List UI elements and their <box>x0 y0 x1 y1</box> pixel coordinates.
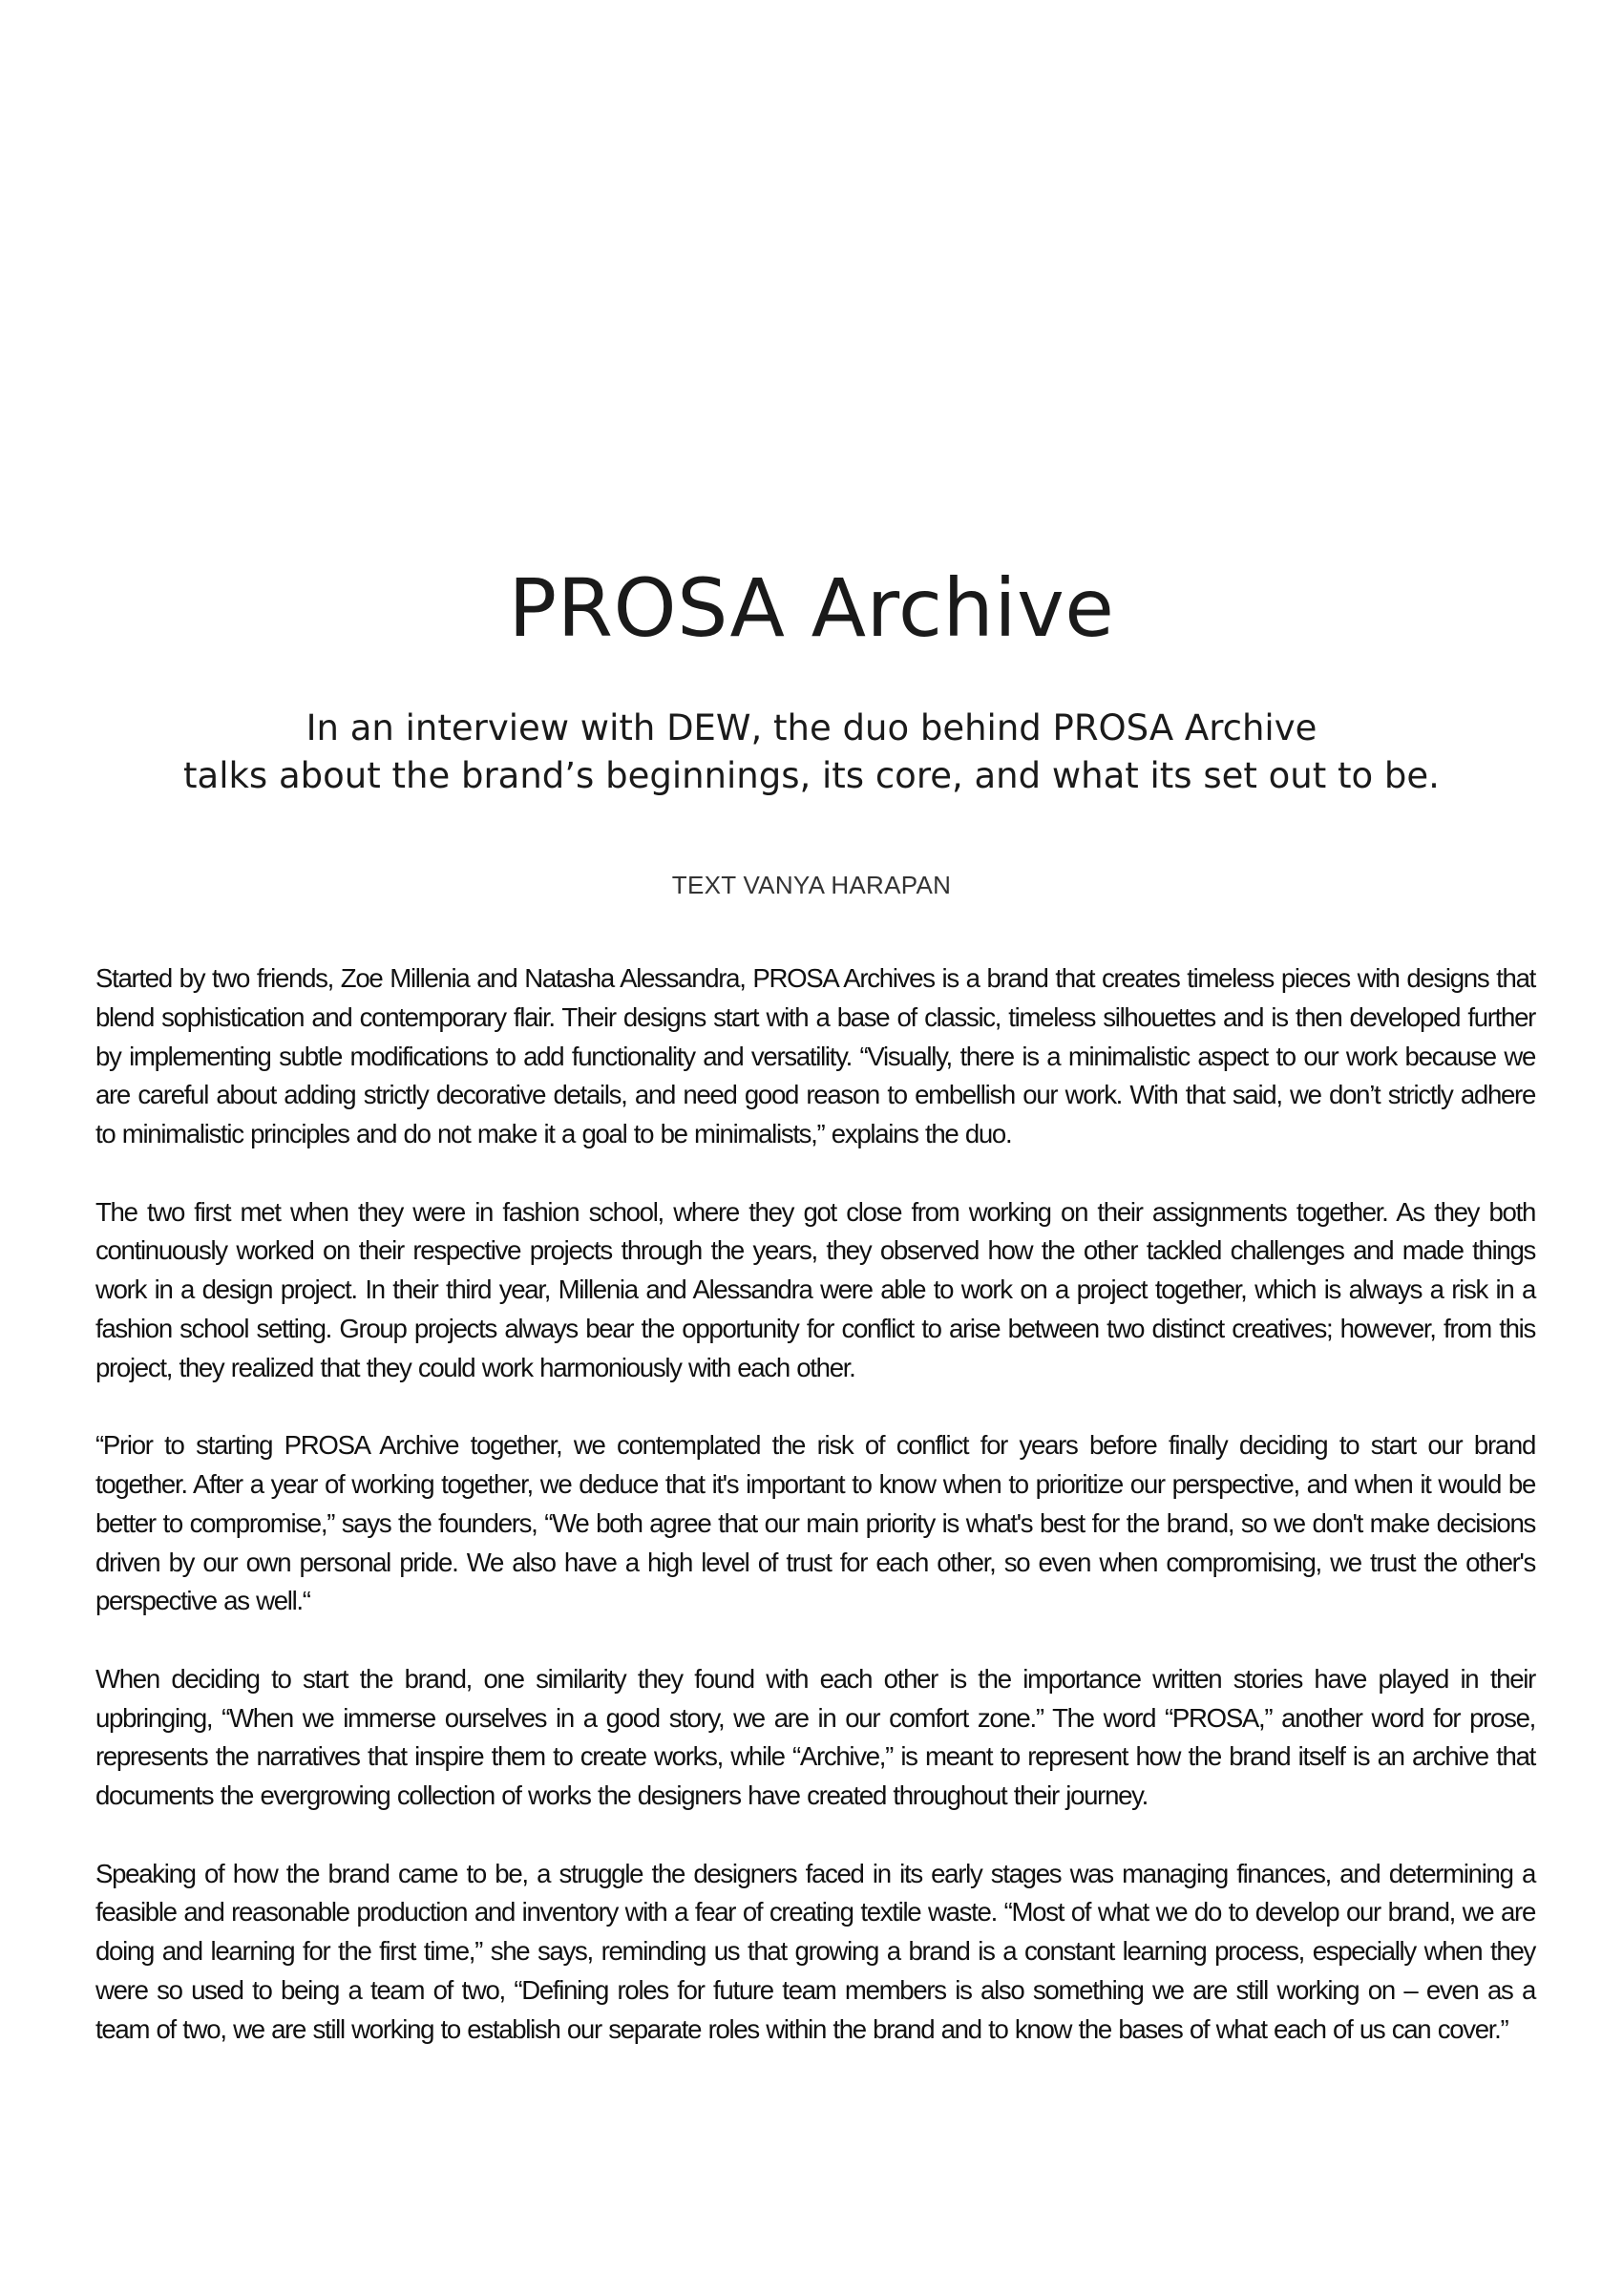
subtitle-line-2: talks about the brand’s beginnings, its core, and what its set out to be. <box>183 755 1440 796</box>
paragraph-2: The two first met when they were in fashion school, where they got close from working on their assignments together. As they both continuously worked on their respective projects through the years, they observed how the other tackled challenges and made things work in a design project. In their third year, Millenia and Alessandra were able to work on a project together, which is always a risk in a fashion school setting. Group projects always bear the opportunity for conflict to arise between two distinct creatives; however, from this project, they realized that they could work harmoniously with each other. <box>95 1196 1535 1382</box>
paragraph-5: Speaking of how the brand came to be, a struggle the designers faced in its early stages was managing finances, and determining a feasible and reasonable production and inventory with a fear of creating textile waste. “Most of what we do to develop our brand, we are doing and learning for the first time,” she says, reminding us that growing a brand is a constant learning process, especially when they were so used to being a team of two, “Defining roles for future team members is also something we are still working on – even as a team of two, we are still working to establish our separate roles within the brand and to know the bases of what each of us can cover.” <box>95 1858 1535 2044</box>
article-body <box>95 959 1535 2088</box>
subtitle-line-1: In an interview with DEW, the duo behind PROSA Archive <box>306 707 1317 748</box>
paragraph-4: When deciding to start the brand, one similarity they found with each other is the importance written stories have played in their upbringing, “When we immerse ourselves in a good story, we are in our comfort zone.” The word “PROSA,” another word for prose, represents the narratives that inspire them to create works, while “Archive,” is meant to represent how the brand itself is an archive that documents the evergrowing collection of works the designers have created throughout their journey. <box>95 1663 1535 1811</box>
paragraph-1: Started by two friends, Zoe Millenia and Natasha Alessandra, PROSA Archives is a brand that creates timeless pieces with designs that blend sophistication and contemporary flair. Their designs start with a base of classic, timeless silhouettes and is then developed further by implementing subtle modifications to add functionality and versatility. “Visually, there is a minimalistic aspect to our work because we are careful about adding strictly decorative details, and need good reason to embellish our work. With that said, we don’t strictly adhere to minimalistic principles and do not make it a goal to be minimalists,” explains the duo. <box>95 963 1535 1149</box>
article-subtitle <box>0 705 1623 800</box>
article-title: PROSA Archive <box>508 561 1115 655</box>
byline: TEXT VANYA HARAPAN <box>671 871 952 899</box>
paragraph-3: “Prior to starting PROSA Archive together, we contemplated the risk of conflict for years before finally deciding to start our brand together. After a year of working together, we deduce that it's important to know when to prioritize our perspective, and when it would be better to compromise,” says the founders, “We both agree that our main priority is what's best for the brand, so we don't make decisions driven by our own personal pride. We also have a high level of trust for each other, so even when compromising, we trust the other's perspective as well.“ <box>95 1430 1535 1616</box>
